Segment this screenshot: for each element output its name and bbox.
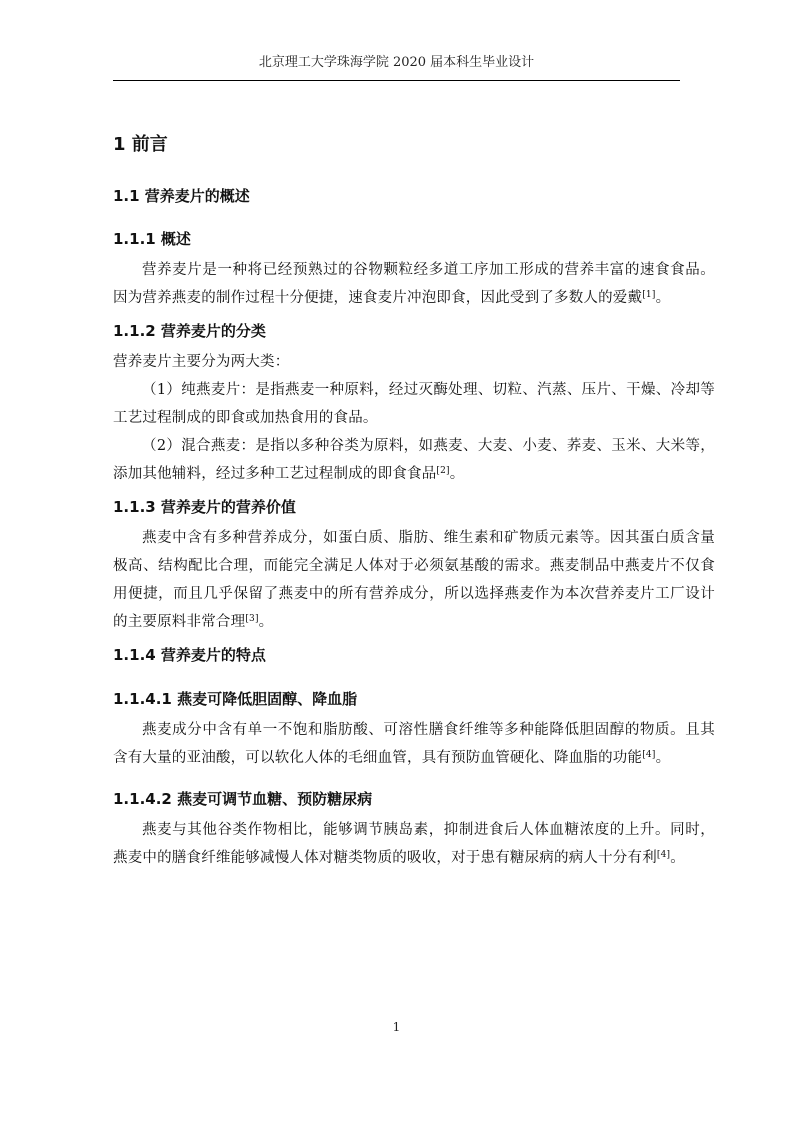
list-item-pure-oat: （1）纯燕麦片：是指燕麦一种原料，经过灭酶处理、切粒、汽蒸、压片、干燥、冷却等工艺过程制成的即食或加热食用的食品。	[113, 382, 715, 426]
section-title-1-1-4: 1.1.4 营养麦片的特点	[113, 646, 266, 664]
section-title-1-1-1: 1.1.1 概述	[113, 230, 191, 248]
document-body	[113, 125, 715, 872]
citation-ref: [4]	[656, 850, 671, 860]
page-header: 北京理工大学珠海学院 2020 届本科生毕业设计	[258, 55, 535, 70]
paragraph-text: （2）混合燕麦：是指以多种谷类为原料，如燕麦、大麦、小麦、荞麦、玉米、大米等，添加其他辅料，经过多种工艺过程制成的即食食品	[113, 438, 715, 482]
paragraph-end: 。	[655, 290, 671, 306]
paragraph-text: 燕麦成分中含有单一不饱和脂肪酸、可溶性膳食纤维等多种能降低胆固醇的物质。且其含有大量的亚油酸，可以软化人体的毛细血管，具有预防血管硬化、降血脂的功能	[113, 722, 715, 766]
page-number: 1	[392, 1020, 401, 1034]
citation-ref: [1]	[642, 290, 656, 300]
section-title-1-1-4-1: 1.1.4.1 燕麦可降低胆固醇、降血脂	[113, 690, 358, 708]
citation-ref: [4]	[642, 750, 656, 760]
section-title-1-1-2: 1.1.2 营养麦片的分类	[113, 322, 266, 340]
paragraph-text: 燕麦中含有多种营养成分，如蛋白质、脂肪、维生素和矿物质元素等。因其蛋白质含量极高、结构配比合理，而能完全满足人体对于必须氨基酸的需求。燕麦制品中燕麦片不仅食用便捷，而且几乎保留了燕麦中的所有营养成分，所以选择燕麦作为本次营养麦片工厂设计的主要原料非常合理	[113, 530, 715, 630]
section-title-1-1: 1.1 营养麦片的概述	[113, 187, 250, 205]
section-title-1-1-3: 1.1.3 营养麦片的营养价值	[113, 498, 296, 516]
section-title-1-1-4-2: 1.1.4.2 燕麦可调节血糖、预防糖尿病	[113, 790, 373, 808]
citation-ref: [2]	[436, 466, 450, 476]
paragraph-nutrition-value	[113, 524, 715, 636]
paragraph-blood-sugar	[113, 816, 715, 872]
list-item-mixed-oat	[113, 432, 715, 488]
paragraph-end: 。	[258, 614, 274, 630]
paragraph-end: 。	[449, 466, 465, 482]
paragraph-end: 。	[670, 850, 685, 866]
paragraph-cholesterol	[113, 716, 715, 772]
paragraph-end: 。	[655, 750, 671, 766]
paragraph-text: 燕麦与其他谷类作物相比，能够调节胰岛素，抑制进食后人体血糖浓度的上升。同时，燕麦中的膳食纤维能够减慢人体对糖类物质的吸收，对于患有糖尿病的病人十分有利	[113, 822, 715, 866]
chapter-title: 1 前言	[113, 134, 168, 155]
paragraph-classification-intro: 营养麦片主要分为两大类：	[113, 354, 290, 370]
paragraph-overview	[113, 256, 715, 312]
citation-ref: [3]	[245, 614, 259, 624]
paragraph-text: 营养麦片是一种将已经预熟过的谷物颗粒经多道工序加工形成的营养丰富的速食食品。因为营养燕麦的制作过程十分便捷，速食麦片冲泡即食，因此受到了多数人的爱戴	[113, 262, 715, 306]
header-rule	[113, 80, 680, 81]
